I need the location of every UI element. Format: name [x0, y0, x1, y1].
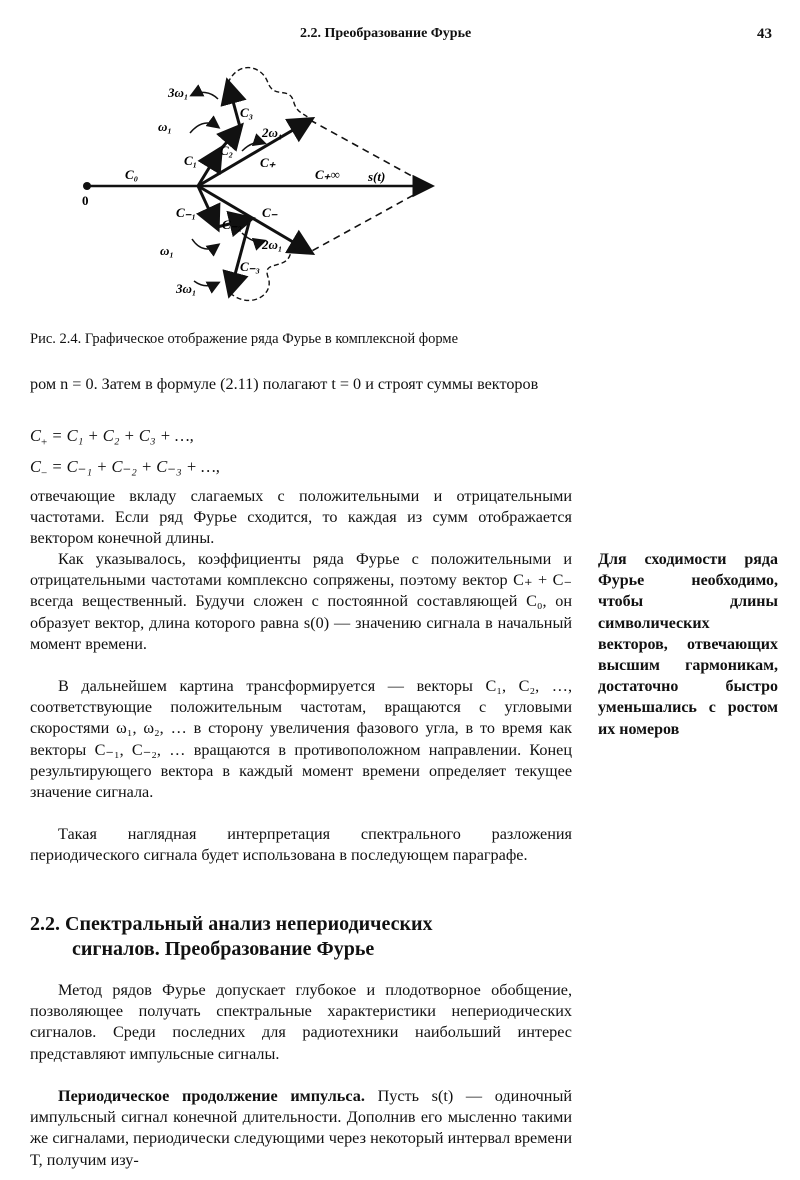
- label-w3-bot: 3ω₁: [176, 281, 197, 296]
- lower-tail-curve: [230, 248, 310, 300]
- label-w2-top: 2ω₁: [262, 125, 283, 140]
- paragraph-7-lead: Периодическое продолжение импульса.: [58, 1087, 365, 1105]
- running-header: 2.2. Преобразование Фурье: [300, 26, 472, 41]
- label-c-inf: C₊∞: [315, 167, 340, 182]
- page-number: 43: [757, 26, 772, 42]
- label-c-minus2: C₋₂: [222, 217, 243, 232]
- label-c3: C₃: [240, 105, 254, 120]
- paragraph-5: [30, 824, 572, 866]
- section-title-line2: сигналов. Преобразование Фурье: [72, 938, 375, 960]
- paragraph-6: [30, 980, 572, 1065]
- label-signal: s(t): [368, 169, 386, 184]
- paragraph-4: [30, 676, 572, 803]
- rotation-arrow-w3-top: [192, 92, 218, 99]
- margin-note: Для сходимости ряда Фурье необходимо, чтобы длины символических векторов, отвечающих высшим гармоникам, достаточно быстро уменьшались с ростом их номеров: [598, 551, 778, 738]
- label-c-minus3: C₋₃: [240, 259, 261, 274]
- label-c-minus1: C₋₁: [176, 205, 197, 220]
- paragraph-2: [30, 486, 572, 550]
- label-c2: C₂: [220, 143, 234, 158]
- label-c-minus: C₋: [262, 205, 278, 220]
- fourier-vector-diagram: [70, 55, 450, 305]
- paragraph-4-text: В дальнейшем картина трансформируется — векторы C₁, C₂, …, соответствующие положительным частотам, вращаются с угловыми скоростями ω₁, ω₂, … в сторону увеличения фазового угла, в то время как векторы C₋₁, C₋₂, … вращаются в противоположном направлении. Конец результирующего вектора в каждый момент времени определяет текущее значение сигнала.: [30, 677, 572, 802]
- equation-c-minus: $C_- = C_{-1} + C_{-2} + C_{-3}$ + …,: [30, 457, 220, 480]
- equation-c-plus: $C_+ = C_1 + C_2 + C_3$ + …,: [30, 426, 194, 449]
- rotation-arrow-w3-bot: [194, 281, 218, 286]
- vector-c3: [228, 83, 240, 127]
- label-w1-bot: ω₁: [160, 243, 174, 258]
- label-origin: 0: [82, 193, 89, 208]
- paragraph-6-text: Метод рядов Фурье допускает глубокое и плодотворное обобщение, позволяющее получать спектральные характеристики непериодических сигналов. Среди последних для радиотехники наибольший интерес представляют импульсные сигналы.: [30, 981, 572, 1063]
- label-w2-bot: 2ω₁: [262, 237, 283, 252]
- figure-caption: Рис. 2.4. Графическое отображение ряда Фурье в комплексной форме: [30, 331, 459, 347]
- paragraph-1-text: ром n = 0. Затем в формуле (2.11) полагают t = 0 и строят суммы векторов: [30, 375, 539, 393]
- paragraph-7: [30, 1086, 572, 1171]
- section-title-line1: 2.2. Спектральный анализ непериодических: [30, 913, 433, 935]
- section-title: [30, 912, 433, 962]
- paragraph-2-text: отвечающие вкладу слагаемых с положительными и отрицательными частотами. Если ряд Фурье сходится, то каждая из сумм отображается вектором конечной длины.: [30, 487, 572, 548]
- paragraph-3-text: Как указывалось, коэффициенты ряда Фурье с положительными и отрицательными частотами комплексно сопряжены, поэтому вектор C₊ + C₋ всегда вещественный. Будучи сложен с постоянной составляющей C₀, он образует вектор, длина которого равна s(0) — значению сигнала в начальный момент времени.: [30, 550, 572, 653]
- rotation-arrow-w1-top: [190, 123, 218, 133]
- label-w3-top: 3ω₁: [168, 85, 189, 100]
- label-c1: C₁: [184, 153, 198, 168]
- paragraph-5-text: Такая наглядная интерпретация спектрального разложения периодического сигнала будет использована в последующем параграфе.: [30, 825, 572, 865]
- paragraph-7-text: Пусть s(t) — одиночный импульсный сигнал конечной длительности. Дополнив его мысленно такими же сигналами, периодически следующими через некоторый интервал времени T, получим изу-: [30, 1087, 572, 1169]
- label-c-plus: C₊: [260, 155, 276, 170]
- paragraph-3: [30, 549, 572, 655]
- vector-c-plus: [198, 120, 310, 186]
- label-w1-top: ω₁: [158, 119, 172, 134]
- rotation-arrow-w1-bot: [192, 239, 218, 249]
- paragraph-1: [30, 374, 572, 395]
- label-c0: C₀: [125, 167, 139, 182]
